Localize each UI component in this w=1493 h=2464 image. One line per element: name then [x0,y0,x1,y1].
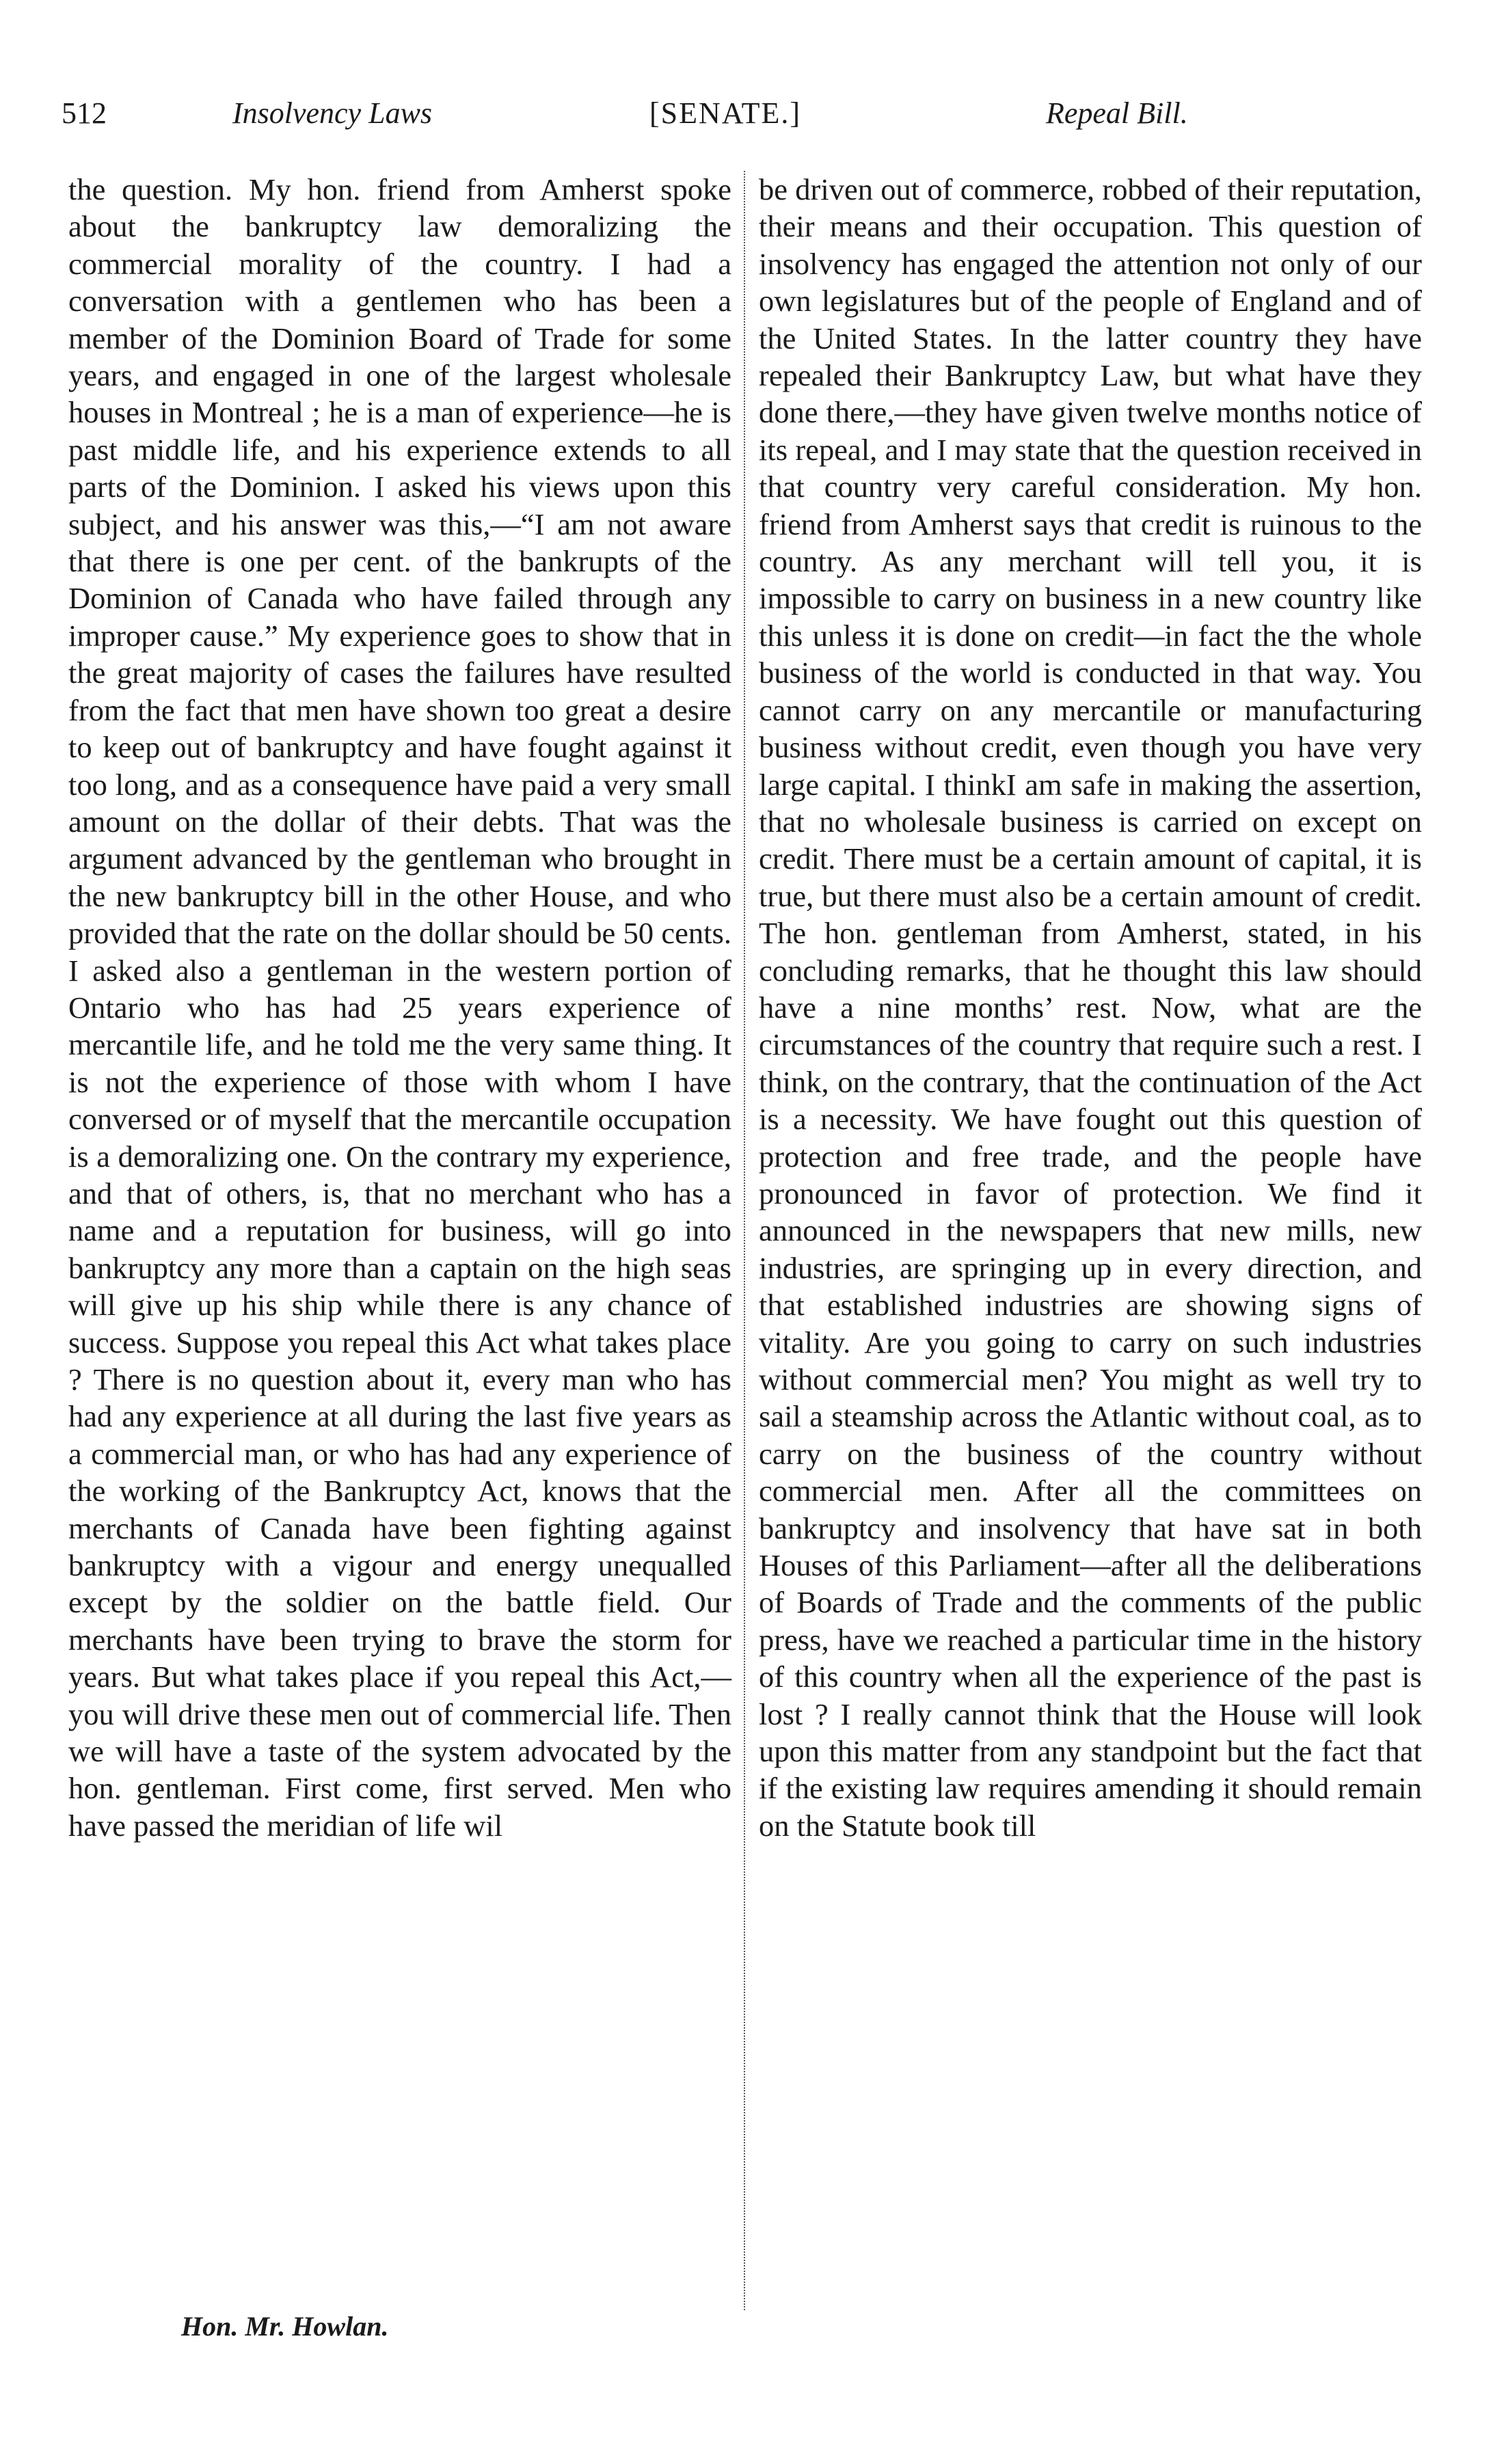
running-title-right: Repeal Bill. [1046,96,1188,130]
page-number: 512 [62,96,107,130]
house-name: [SENATE.] [649,96,802,130]
column-divider [744,171,745,2310]
page-header [62,96,1442,150]
speaker-footer: Hon. Mr. Howlan. [181,2311,389,2342]
right-column-text: be driven out of commerce, robbed of their reputation, their means and their occupation. This question of insolvency has engaged the attention not only of our own legislatures but of the people of England and of the United States. In the latter country they have repealed their Bankruptcy Law, but what have they done there,—they have given twelve months notice of its repeal, and I may state that the question received in that country very careful consideration. My hon. friend from Amherst says that credit is ruinous to the country. As any merchant will tell you, it is impossible to carry on business in a new country like this unless it is done on credit—in fact the the whole business of the world is conducted in that way. You cannot carry on any mercantile or manufacturing business without credit, even though you have very large capital. I thinkI am safe in making the assertion, that no wholesale business is carried on except on credit. There must be a certain amount of capital, it is true, but there must also be a certain amount of credit. The hon. gentleman from Amherst, stated, in his concluding remarks, that he thought this law should have a nine months’ rest. Now, what are the circumstances of the country that require such a rest. I think, on the contrary, that the continuation of the Act is a necessity. We have fought out this question of protection and free trade, and the people have pronounced in favor of protection. We find it announced in the newspapers that new mills, new industries, are springing up in every direction, and that established industries are showing signs of vitality. Are you going to carry on such industries without commercial men? You might as well try to sail a steamship across the Atlantic without coal, as to carry on the business of the country without commercial men. After all the committees on bankruptcy and insolvency that have sat in both Houses of this Parliament—after all the deliberations of Boards of Trade and the comments of the public press, have we reached a particular time in the history of this country when all the experience of the past is lost ? I really cannot think that the House will look upon this matter from any standpoint but the fact that if the existing law requires amending it should remain on the Statute book till [759,172,1422,1843]
left-column-text: the question. My hon. friend from Amherst spoke about the bankruptcy law demoralizing the commercial morality of the country. I had a conversation with a gentlemen who has been a member of the Dominion Board of Trade for some years, and engaged in one of the largest wholesale houses in Montreal ; he is a man of experience—he is past middle life, and his experience extends to all parts of the Dominion. I asked his views upon this subject, and his answer was this,—“I am not aware that there is one per cent. of the bankrupts of the Dominion of Canada who have failed through any improper cause.” My experience goes to show that in the great majority of cases the failures have resulted from the fact that men have shown too great a desire to keep out of bankruptcy and have fought against it too long, and as a consequence have paid a very small amount on the dollar of their debts. That was the argument advanced by the gentleman who brought in the new bankruptcy bill in the other House, and who provided that the rate on the dollar should be 50 cents. I asked also a gentleman in the western portion of Ontario who has had 25 years experience of mercantile life, and he told me the very same thing. It is not the experience of those with whom I have conversed or of myself that the mercantile occupation is a demoralizing one. On the contrary my experience, and that of others, is, that no merchant who has a name and a reputation for business, will go into bankruptcy any more than a captain on the high seas will give up his ship while there is any chance of success. Suppose you repeal this Act what takes place ? There is no question about it, every man who has had any experience at all during the last five years as a commercial man, or who has had any experience of the working of the Bankruptcy Act, knows that the merchants of Canada have been fighting against bankruptcy with a vigour and energy unequalled except by the soldier on the battle field. Our merchants have been trying to brave the storm for years. But what takes place if you repeal this Act,—you will drive these men out of commercial life. Then we will have a taste of the system advocated by the hon. gentleman. First come, first served. Men who have passed the meridian of life wil [68,172,731,1843]
running-title-left: Insolvency Laws [232,96,433,130]
